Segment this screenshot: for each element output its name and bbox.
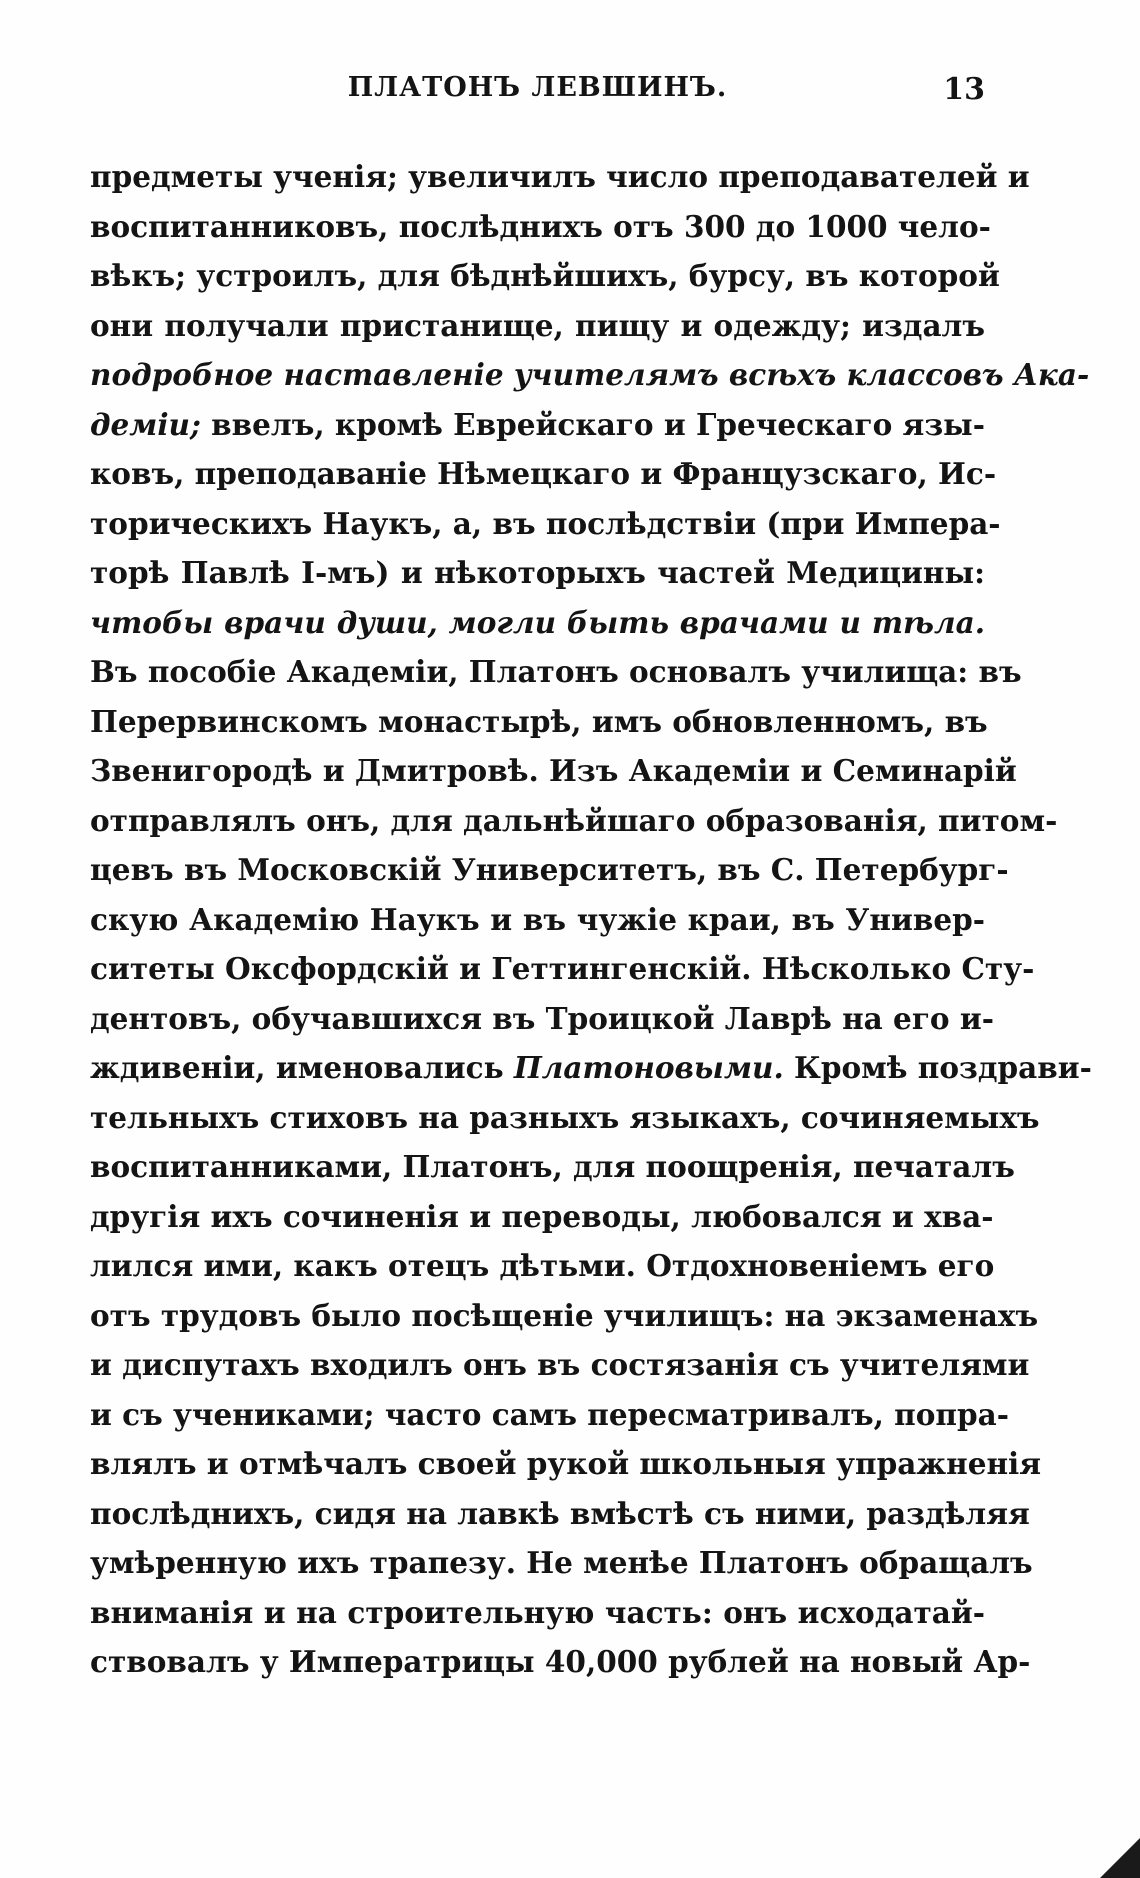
text-line: отъ трудовъ было посѣщеніе училищъ: на экзаменахъ xyxy=(90,1297,1039,1333)
text-line: торическихъ Наукъ, а, въ послѣдствіи (при Импера- xyxy=(90,505,1001,541)
text-line: другія ихъ сочиненія и переводы, любовался и хва- xyxy=(90,1198,994,1234)
text-line: они получали пристанище, пищу и одежду; издалъ xyxy=(90,307,985,343)
text-line: и диспутахъ входилъ онъ въ состязанія съ учителями xyxy=(90,1347,1030,1382)
text-line: Перервинскомъ монастырѣ, имъ обновленномъ, въ xyxy=(90,703,988,739)
text-line: лился ими, какъ отецъ дѣтьми. Отдохновеніемъ его xyxy=(90,1248,995,1283)
italic-phrase: Платоновыми. xyxy=(513,1050,784,1085)
text-line: ствовалъ у Императрицы 40,000 рублей на новый Ар- xyxy=(90,1644,1031,1679)
text-line: вѣкъ; устроилъ, для бѣднѣйшихъ, бурсу, въ которой xyxy=(90,258,1000,293)
text-line: и съ учениками; часто самъ пересматривалъ, попра- xyxy=(90,1396,1009,1432)
text-line: умѣренную ихъ трапезу. Не менѣе Платонъ обращалъ xyxy=(90,1545,1033,1580)
text-line: послѣднихъ, сидя на лавкѣ вмѣстѣ съ ними, раздѣляя xyxy=(90,1495,1030,1531)
text-line-mixed xyxy=(90,400,985,450)
text-line: тельныхъ стиховъ на разныхъ языкахъ, сочиняемыхъ xyxy=(90,1099,1040,1135)
text-line-italic: подробное наставленіе учителямъ всѣхъ классовъ Ака- xyxy=(90,357,1090,392)
text-line: ковъ, преподаваніе Нѣмецкаго и Французскаго, Ис- xyxy=(90,456,997,491)
text-line: ситеты Оксфордскій и Геттингенскій. Нѣсколько Сту- xyxy=(90,951,1035,986)
text-line: скую Академію Наукъ и въ чужіе краи, въ Универ- xyxy=(90,901,985,937)
text-line: цевъ въ Московскій Университетъ, въ С. Петербург- xyxy=(90,852,1009,887)
text-line-italic: чтобы врачи души, могли быть врачами и тѣла. xyxy=(90,604,985,640)
text-line: Звенигородѣ и Дмитровѣ. Изъ Академіи и Семинарій xyxy=(90,753,1017,788)
body-text xyxy=(90,152,1092,1687)
text-line: дентовъ, обучавшихся въ Троицкой Лаврѣ на его и- xyxy=(90,1000,994,1036)
running-head xyxy=(90,72,985,112)
running-title: ПЛАТОНЪ ЛЕВШИНЪ. xyxy=(347,72,728,103)
text-phrase: ждивеніи, именовались xyxy=(90,1050,514,1085)
page-corner-mark xyxy=(1100,1838,1140,1878)
text-line: торѣ Павлѣ I-мъ) и нѣкоторыхъ частей Медицины: xyxy=(90,555,985,590)
italic-phrase: деміи; xyxy=(90,406,201,442)
text-phrase: ввелъ, кромѣ Еврейскаго и Греческаго язы- xyxy=(200,406,985,442)
text-line-mixed xyxy=(90,1043,1092,1093)
text-line: вниманія и на строительную часть: онъ исходатай- xyxy=(90,1594,985,1630)
text-line: воспитанниковъ, послѣднихъ отъ 300 до 1000 чело- xyxy=(90,208,991,244)
text-line: Въ пособіе Академіи, Платонъ основалъ училища: въ xyxy=(90,654,1022,689)
text-phrase: Кромѣ поздрави- xyxy=(783,1050,1092,1085)
page-number: 13 xyxy=(943,72,985,107)
text-line: отправлялъ онъ, для дальнѣйшаго образованія, питом- xyxy=(90,802,1058,838)
text-line: влялъ и отмѣчалъ своей рукой школьныя упражненія xyxy=(90,1446,1042,1481)
text-line: воспитанниками, Платонъ, для поощренія, печаталъ xyxy=(90,1149,1015,1184)
text-line: предметы ученія; увеличилъ число преподавателей и xyxy=(90,159,1030,194)
